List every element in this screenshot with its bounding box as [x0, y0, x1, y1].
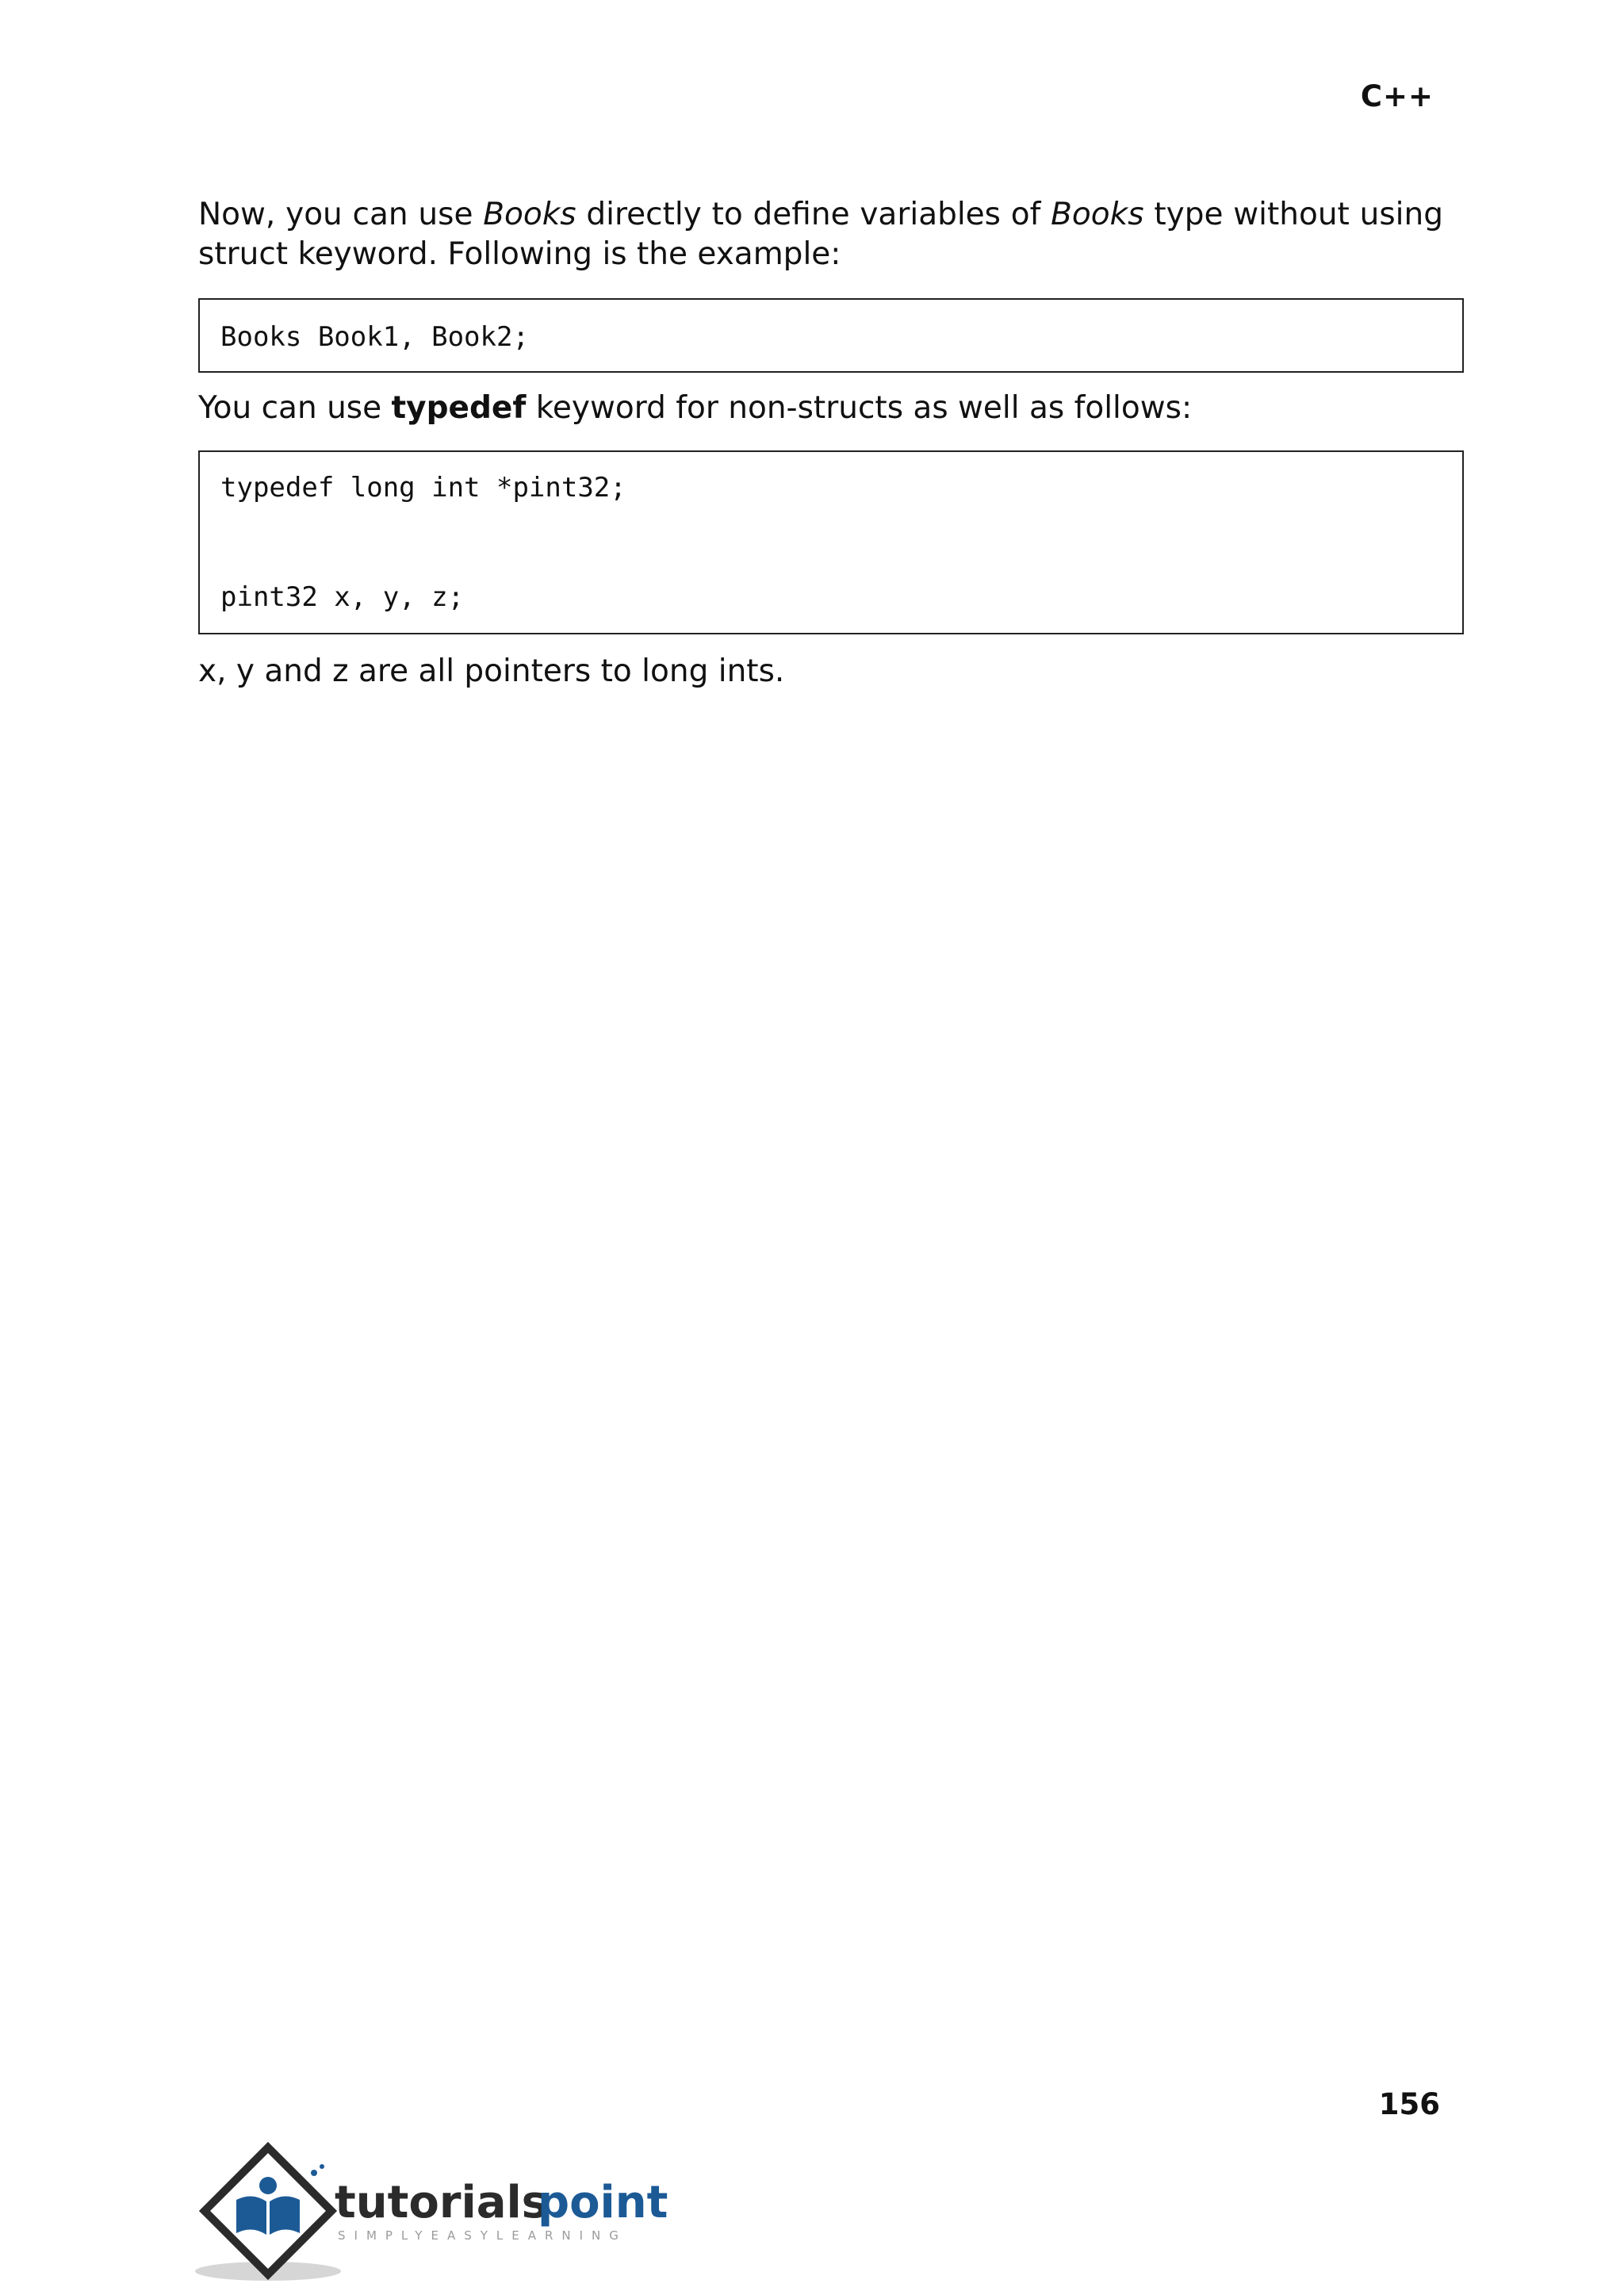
logo-dot: [320, 2164, 324, 2169]
code-block-typedef: [198, 450, 1464, 634]
paragraph-pointers: x, y and z are all pointers to long ints.: [198, 653, 785, 689]
header-title: C++: [1360, 79, 1434, 113]
emphasis-books: Books: [483, 197, 576, 232]
page-content: [198, 195, 1443, 692]
emphasis-books: Books: [1051, 197, 1144, 232]
logo-reader-head: [259, 2177, 277, 2194]
code-block-books: [198, 298, 1464, 373]
text-span: You can use: [198, 390, 392, 426]
logo-word-point: point: [538, 2177, 668, 2228]
code-line: pint32 x, y, z;: [220, 581, 465, 613]
logo-diamond: [205, 2147, 331, 2274]
text-span: keyword for non-structs as well as follows:: [526, 390, 1193, 426]
paragraph-books-usage: [198, 195, 1443, 274]
code-blank-line: [220, 504, 1442, 581]
logo-tagline: SIMPLYEASYLEARNING: [338, 2228, 627, 2243]
text-span: type without using struct keyword. Following is the example:: [198, 197, 1443, 272]
paragraph-typedef: [198, 389, 1443, 428]
text-span: Now, you can use: [198, 197, 484, 232]
logo-dot: [311, 2170, 317, 2176]
logo-word-tutorials: tutorials: [335, 2177, 549, 2228]
tutorialspoint-logo: [195, 2141, 687, 2284]
text-span: directly to define variables of: [576, 197, 1051, 232]
keyword-typedef: typedef: [391, 390, 527, 426]
page-number: 156: [1378, 2087, 1440, 2121]
code-line: Books Book1, Book2;: [220, 321, 529, 353]
code-line: typedef long int *pint32;: [220, 472, 626, 504]
